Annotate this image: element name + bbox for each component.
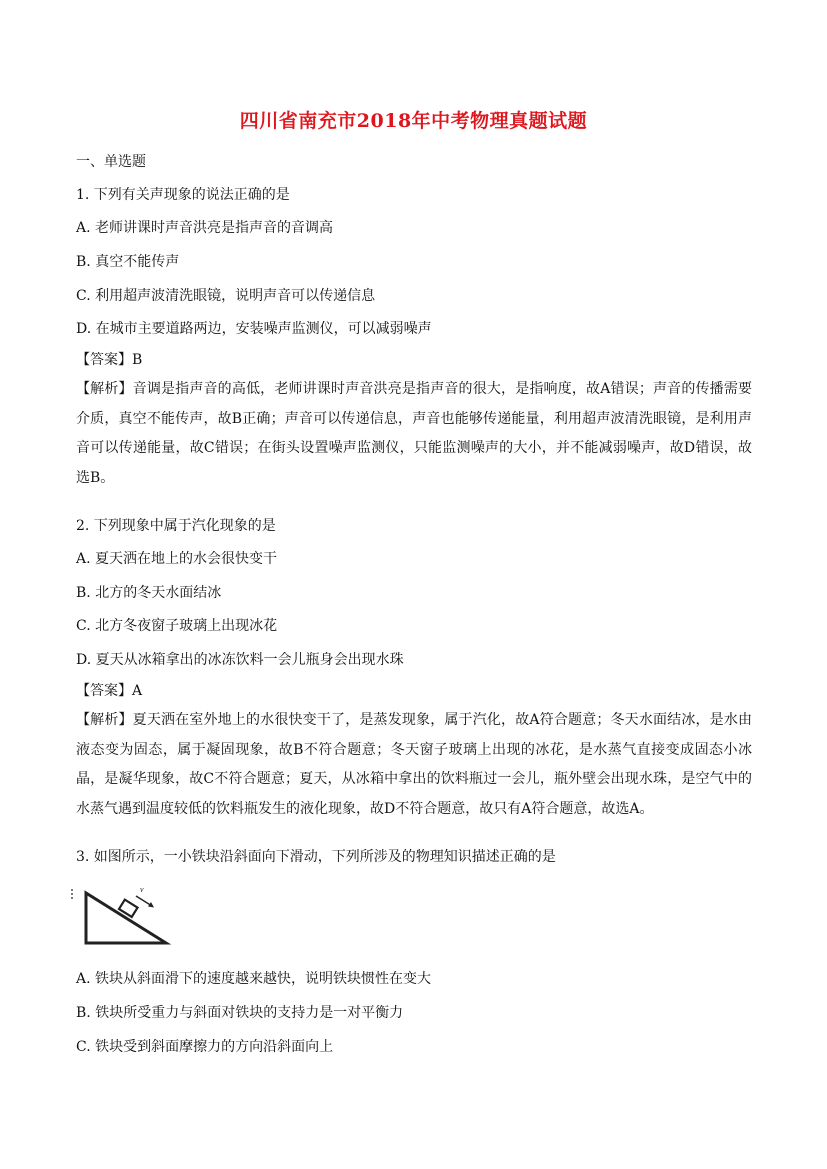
question-1-analysis: 【解析】音调是指声音的高低，老师讲课时声音洪亮是指声音的很大，是指响度，故A错误；声音的传播需要介质，真空不能传声，故B正确；声音可以传递信息，声音也能够传递能量，利用超声波清洗眼镜，是利用声音可以传递能量，故C错误；在街头设置噪声监测仪，只能监测噪声的大小，并不能减弱噪声，故D错误，故选B。 xyxy=(76,381,752,486)
question-2-option-c: C. 北方冬夜窗子玻璃上出现冰花 xyxy=(76,618,278,634)
question-2-stem: 2. 下列现象中属于汽化现象的是 xyxy=(76,518,276,534)
question-3-stem: 3. 如图所示，一小铁块沿斜面向下滑动，下列所涉及的物理知识描述正确的是 xyxy=(76,849,556,865)
question-2-option-b: B. 北方的冬天水面结冰 xyxy=(76,585,222,601)
question-1-option-a: A. 老师讲课时声音洪亮是指声音的音调高 xyxy=(76,220,334,236)
question-2-analysis: 【解析】夏天洒在室外地上的水很快变干了，是蒸发现象，属于汽化，故A符合题意；冬天水面结冰，是水由液态变为固态，属于凝固现象，故B不符合题意；冬天窗子玻璃上出现的冰花，是水蒸气直接变成固态小冰晶，是凝华现象，故C不符合题意；夏天，从冰箱中拿出的饮料瓶过一会儿，瓶外壁会出现水珠，是空气中的水蒸气遇到温度较低的饮料瓶发生的液化现象，故D不符合题意，故只有A符合题意，故选A。 xyxy=(76,712,752,817)
question-2-option-a: A. 夏天洒在地上的水会很快变干 xyxy=(76,551,278,567)
velocity-label: v xyxy=(140,885,144,894)
question-1-option-b: B. 真空不能传声 xyxy=(76,254,180,270)
incline-figure xyxy=(70,883,180,949)
question-2-answer: 【答案】A xyxy=(76,683,143,699)
section-heading: 一、单选题 xyxy=(76,154,146,170)
question-1-option-d: D. 在城市主要道路两边，安装噪声监测仪，可以减弱噪声 xyxy=(76,321,432,337)
document-title: 四川省南充市2018年中考物理真题试题 xyxy=(239,110,588,132)
question-2-option-d: D. 夏天从冰箱拿出的冰冻饮料一会儿瓶身会出现水珠 xyxy=(76,652,404,668)
question-3-option-a: A. 铁块从斜面滑下的速度越来越快，说明铁块惯性在变大 xyxy=(76,971,432,987)
question-3-option-b: B. 铁块所受重力与斜面对铁块的支持力是一对平衡力 xyxy=(76,1005,404,1021)
question-1-answer: 【答案】B xyxy=(76,352,143,368)
question-1-option-c: C. 利用超声波清洗眼镜，说明声音可以传递信息 xyxy=(76,288,376,304)
question-3-option-c: C. 铁块受到斜面摩擦力的方向沿斜面向上 xyxy=(76,1039,334,1055)
question-1-stem: 1. 下列有关声现象的说法正确的是 xyxy=(76,187,290,203)
